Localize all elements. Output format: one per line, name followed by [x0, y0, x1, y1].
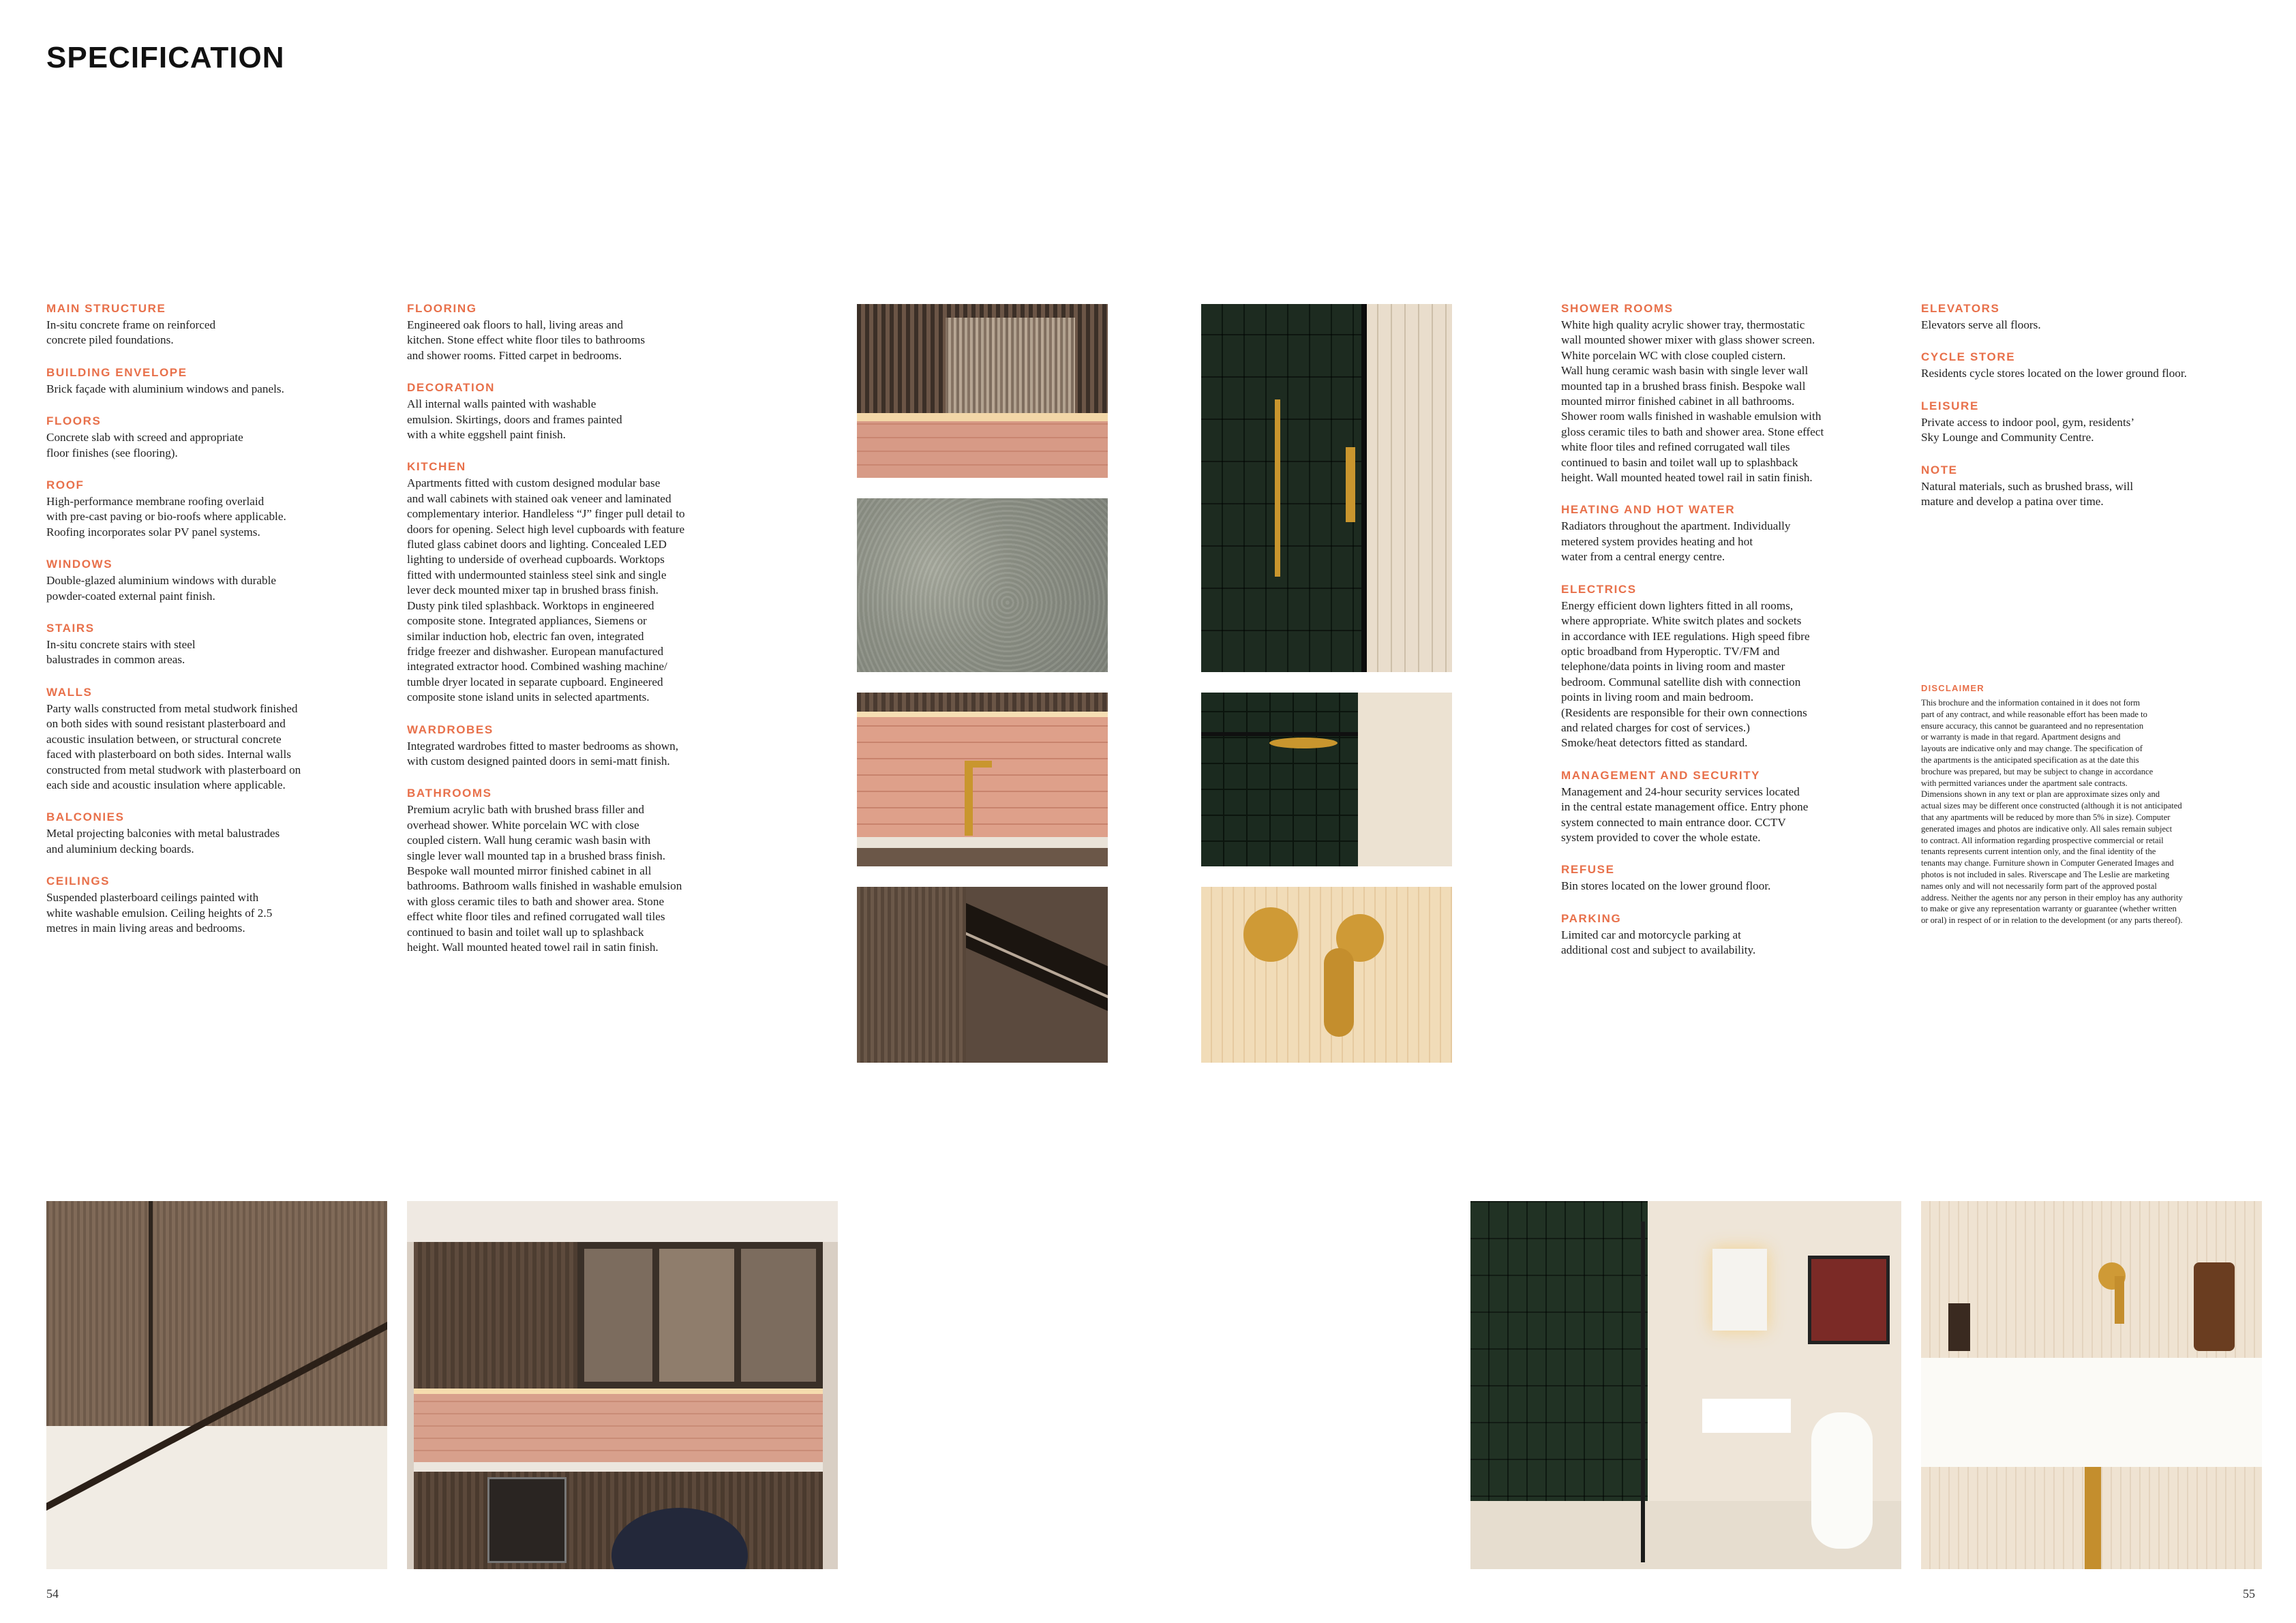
- photo-oak-veneer-detail: [46, 1201, 387, 1569]
- section-heading: REFUSE: [1561, 863, 1615, 877]
- section-heading: BALCONIES: [46, 810, 125, 824]
- section-text: Residents cycle stores located on the lower ground floor.: [1921, 367, 2187, 380]
- section-heading: KITCHEN: [407, 460, 466, 474]
- photo-brass-tap: [1201, 887, 1452, 1063]
- section-text: Limited car and motorcycle parking at additional cost and subject to availability.: [1561, 928, 1756, 957]
- section-text: Metal projecting balconies with metal balustrades and aluminium decking boards.: [46, 827, 280, 855]
- spec-flooring: [407, 302, 748, 363]
- section-text: Management and 24-hour security services located in the central estate management office. Entry phone system connected to main entrance door. CCTV system provided to cover the whole estate.: [1561, 785, 1809, 844]
- section-text: Energy efficient down lighters fitted in all rooms, where appropriate. White switch plates and sockets in accordance with IEE regulations. High speed fibre optic broadband from Hyperoptic. TV/FM and telephone/data points in living room and master bedroom. Communal satellite dish with connection points in living room and main bedroom. (Residents are responsible for their own connections and related charges for cost of services.) Smoke/heat detectors fitted as standard.: [1561, 598, 1810, 750]
- section-text: All internal walls painted with washable emulsion. Skirtings, doors and frames painted with a white eggshell paint finish.: [407, 397, 622, 442]
- page-number-right: 55: [2243, 1587, 2255, 1601]
- section-heading: PARKING: [1561, 911, 1622, 925]
- section-heading: WALLS: [46, 685, 93, 699]
- section-heading: MAIN STRUCTURE: [46, 302, 166, 315]
- photo-fluted-glass-cabinet: [857, 304, 1108, 478]
- disclaimer-text: This brochure and the information contained in it does not form part of any contract, and while reasonable effort has been made to ensure accuracy, this cannot be guaranteed and no representation or warranty is made in that regard. Apartment designs and layouts are indicative only and may change. The specification of the apartments is the anticipated specification as at the date this brochure was prepared, but may be subject to change in accordance with permitted variances under the apartment sale contracts. Dimensions shown in any text or plan are approximate sizes only and actual sizes may be different once constructed (although it is not anticipated that any apartments will be reduced by more than 5% in size). Computer generated images and photos are indicative only. All sales remain subject to contract. All information regarding prospective commercial or retail tenants represents current intention only, and the final identity of the tenants may change. Furniture shown in Computer Generated Images and photos is not included in sales. Riverscape and The Leslie are marketing names only and will not necessarily form part of the approved postal address. Neither the agents nor any person in their employ has any authority to make or give any representation warranty or guarantee (whether written or oral) in respect of or in relation to the development (or any parts thereof).: [1921, 698, 2183, 926]
- section-text: Party walls constructed from metal studwork finished on both sides with sound resistant plasterboard and acoustic insulation between, or structural concrete faced with plasterboard on both sides. Internal walls constructed from metal studwork with plasterboard on each side and acoustic insulation where applicable.: [46, 701, 301, 791]
- section-text: Concrete slab with screed and appropriate floor finishes (see flooring).: [46, 431, 243, 459]
- spec-kitchen: [407, 460, 748, 705]
- spec-balconies: [46, 810, 387, 857]
- section-text: Natural materials, such as brushed brass, will mature and develop a patina over time.: [1921, 479, 2134, 509]
- section-heading: WINDOWS: [46, 558, 113, 571]
- section-text: Brick façade with aluminium windows and panels.: [46, 382, 284, 395]
- section-heading: WARDROBES: [407, 723, 494, 736]
- section-text: Private access to indoor pool, gym, residents’ Sky Lounge and Community Centre.: [1921, 415, 2135, 444]
- spec-building-envelope: [46, 366, 387, 397]
- spec-note: [1921, 464, 2262, 510]
- section-heading: NOTE: [1921, 463, 1958, 476]
- section-heading: CEILINGS: [46, 875, 110, 888]
- section-text: High-performance membrane roofing overlaid with pre-cast paving or bio-roofs where applicable. Roofing incorporates solar PV panel systems.: [46, 495, 286, 539]
- spec-stairs: [46, 622, 387, 668]
- section-text: Integrated wardrobes fitted to master bedrooms as shown, with custom designed painted doors in semi-matt finish.: [407, 739, 679, 768]
- spec-walls: [46, 686, 387, 793]
- section-text: Suspended plasterboard ceilings painted with white washable emulsion. Ceiling heights of 2.5 metres in main living areas and bedrooms.: [46, 891, 273, 935]
- spec-shower-rooms: [1561, 302, 1902, 485]
- section-text: In-situ concrete stairs with steel balustrades in common areas.: [46, 638, 196, 667]
- spec-column-2: [407, 302, 748, 973]
- section-heading: ROOF: [46, 479, 85, 492]
- section-heading: ELEVATORS: [1921, 302, 2000, 315]
- spec-windows: [46, 558, 387, 604]
- section-heading: SHOWER ROOMS: [1561, 302, 1674, 315]
- photo-basin-and-tap: [1921, 1201, 2262, 1569]
- disclaimer: [1921, 682, 2276, 926]
- section-text: Apartments fitted with custom designed modular base and wall cabinets with stained oak veneer and laminated complementary interior. Handleless “J” finger pull detail to doors for opening. Select high level cupboards with feature fluted glass cabinet doors and lighting. Concealed LED lighting to underside of overhead cupboards. Worktops fitted with undermounted stainless steel sink and single lever deck mounted mixer tap in brushed brass finish. Dusty pink tiled splashback. Worktops in engineered composite stone. Integrated appliances, Siemens or similar induction hob, electric fan oven, integrated fridge freezer and dishwasher. European manufactured integrated extractor hood. Combined washing machine/ tumble dryer located in separate cupboard. Engineered composite stone island units in selected apartments.: [407, 476, 685, 704]
- photo-kitchen-overview: [407, 1201, 838, 1569]
- spec-cycle-store: [1921, 350, 2262, 381]
- section-text: Bin stores located on the lower ground floor.: [1561, 879, 1771, 893]
- spec-column-1: [46, 302, 387, 954]
- spec-leisure: [1921, 399, 2262, 446]
- section-text: Double-glazed aluminium windows with durable powder-coated external paint finish.: [46, 574, 276, 603]
- spec-elevators: [1921, 302, 2262, 333]
- spec-floors: [46, 414, 387, 461]
- section-heading: DECORATION: [407, 381, 496, 395]
- section-heading: CYCLE STORE: [1921, 350, 2016, 364]
- spec-column-3: [1561, 302, 1902, 976]
- section-text: White high quality acrylic shower tray, thermostatic wall mounted shower mixer with glass shower screen. White porcelain WC with close coupled cistern. Wall hung ceramic wash basin with single lever wall mounted tap in a brushed brass finish. Bespoke wall mounted mirror finished cabinet in all bathrooms. Shower room walls finished in washable emulsion with gloss ceramic tiles to bath and shower area. Stone effect white floor tiles and refined corrugated wall tiles continued to basin and toilet wall up to splashback height. Wall mounted heated towel rail in satin finish.: [1561, 318, 1824, 485]
- spec-column-4: [1921, 302, 2262, 527]
- section-heading: BUILDING ENVELOPE: [46, 365, 187, 379]
- section-text: Engineered oak floors to hall, living areas and kitchen. Stone effect white floor tiles to bathrooms and shower rooms. Fitted carpet in bedrooms.: [407, 318, 646, 362]
- spec-main-structure: [46, 302, 387, 348]
- photo-shower-room-overview: [1470, 1201, 1901, 1569]
- spec-electrics: [1561, 583, 1902, 751]
- section-heading: FLOORING: [407, 302, 477, 315]
- page-number-left: 54: [46, 1587, 59, 1601]
- section-heading: STAIRS: [46, 622, 95, 635]
- spec-heating: [1561, 503, 1902, 564]
- photo-handleless-door-detail: [857, 887, 1108, 1063]
- section-heading: FLOORS: [46, 414, 102, 428]
- disclaimer-heading: DISCLAIMER: [1921, 683, 1984, 693]
- spec-management: [1561, 769, 1902, 846]
- spec-decoration: [407, 381, 748, 442]
- photo-green-tiles-shower: [1201, 304, 1452, 672]
- spec-roof: [46, 479, 387, 540]
- section-text: Elevators serve all floors.: [1921, 318, 2041, 331]
- section-heading: ELECTRICS: [1561, 582, 1637, 596]
- section-text: In-situ concrete frame on reinforced concrete piled foundations.: [46, 318, 216, 347]
- photo-kitchen-tap-splashback: [857, 693, 1108, 866]
- spec-ceilings: [46, 875, 387, 936]
- photo-stone-worktop: [857, 498, 1108, 672]
- photo-shower-head: [1201, 693, 1452, 866]
- page-title: SPECIFICATION: [46, 41, 285, 74]
- section-heading: LEISURE: [1921, 399, 1979, 412]
- section-text: Radiators throughout the apartment. Individually metered system provides heating and hot water from a central energy centre.: [1561, 519, 1791, 564]
- section-heading: BATHROOMS: [407, 787, 492, 800]
- section-heading: HEATING AND HOT WATER: [1561, 503, 1736, 517]
- spec-refuse: [1561, 863, 1902, 894]
- spec-parking: [1561, 912, 1902, 958]
- spec-bathrooms: [407, 787, 748, 955]
- section-heading: MANAGEMENT AND SECURITY: [1561, 768, 1761, 782]
- spec-wardrobes: [407, 723, 748, 770]
- section-text: Premium acrylic bath with brushed brass filler and overhead shower. White porcelain WC with close coupled cistern. Wall hung ceramic wash basin with single lever wall mounted tap in a brushed brass finish. Bespoke wall mounted mirror finished cabinet in all bathrooms. Bathroom walls finished in washable emulsion with gloss ceramic tiles to bath and shower area. Stone effect white floor tiles and refined corrugated wall tiles continued to basin and toilet wall up to splashback height. Wall mounted heated towel rail in satin finish.: [407, 803, 682, 954]
